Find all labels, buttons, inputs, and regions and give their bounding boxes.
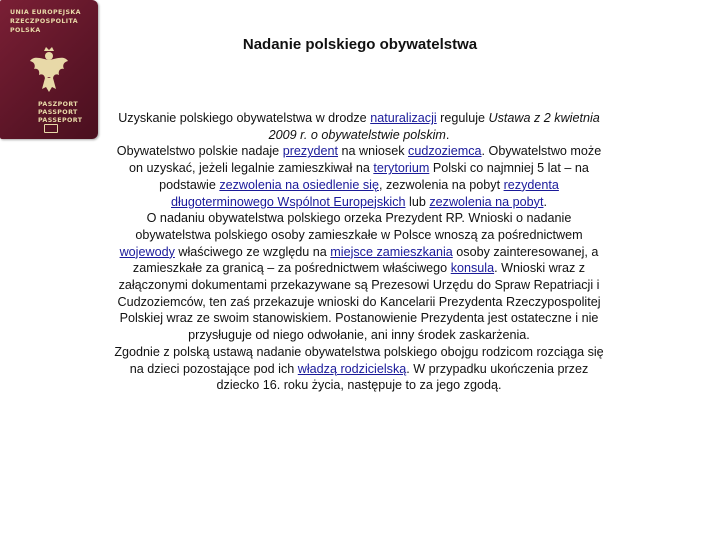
paragraph-procedure: O nadaniu obywatelstwa polskiego orzeka Prezydent RP. Wnioski o nadanie obywatelstwa polskiego osoby zamieszkałe w Polsce wnoszą za pośrednictwem wojewody właściwego ze względu na miejsce zamieszkania osoby zainteresowanej, a zamieszkałe za granicą – za pośrednictwem właściwego konsula. Wnioski wraz z załączonymi dokumentami przekazywane są Prezesowi Urzędu do Spraw Repatriacji i Cudzoziemców, ten zaś przekazuje wnioski do Kancelarii Prezydenta Rzeczypospolitej Polskiej wraz ze swoim stanowiskiem. Postanowienie Prezydenta jest ostateczne i nie przysługuje od niego odwołanie, ani inny środek zaskarżenia. [117,211,601,343]
passport-label-fr: PASSEPORT [38,117,83,124]
biometric-chip-icon [44,124,58,133]
link-zezwolenie-osiedlenie[interactable]: zezwolenia na osiedlenie się [219,177,379,192]
passport-line-rp: RZECZPOSPOLITA [10,18,79,25]
page-title: Nadanie polskiego obywatelstwa [242,36,478,53]
link-zezwolenie-pobyt[interactable]: zezwolenia na pobyt [429,194,544,209]
law-title: Ustawa z 2 kwietnia 2009 r. o obywatelstwie polskim [268,111,600,142]
link-rezydent-dlugoterminowy[interactable]: rezydenta długoterminowego Wspólnot Europejskich [171,177,559,209]
passport-image [0,0,98,139]
article-body [114,110,604,394]
link-konsul[interactable]: konsula [450,261,495,276]
passport-line-polska: POLSKA [10,27,41,34]
paragraph-children: Zgodnie z polską ustawą nadanie obywatelstwa polskiego obojgu rodzicom rozciąga się na dzieci pozostające pod ich władzą rodzicielską. W przypadku ukończenia przez dziecko 16. roku życia, następuje to za jego zgodą. [114,344,604,393]
link-wojewoda[interactable]: wojewody [119,244,175,259]
link-naturalizacja[interactable]: naturalizacji [370,111,437,125]
link-terytorium[interactable]: terytorium [373,161,430,176]
link-prezydent[interactable]: prezydent [282,144,339,159]
paragraph-requirements: Obywatelstwo polskie nadaje prezydent na wniosek cudzoziemca. Obywatelstwo może on uzyskać, jeżeli legalnie zamieszkiwał na terytorium Polski co najmniej 5 lat – na podstawie zezwolenia na osiedlenie się, zezwolenia na pobyt rezydenta długoterminowego Wspólnot Europejskich lub zezwolenia na pobyt. [116,144,602,209]
passport-label-en: PASSPORT [38,109,78,116]
link-wladza-rodzicielska[interactable]: władzą rodzicielską [297,361,407,376]
passport-label-pl: PASZPORT [38,101,79,108]
link-miejsce-zamieszkania[interactable]: miejsce zamieszkania [330,244,453,259]
link-cudzoziemiec[interactable]: cudzoziemca [408,144,482,159]
paragraph-naturalization: Uzyskanie polskiego obywatelstwa w drodze naturalizacji reguluje Ustawa z 2 kwietnia 2009 r. o obywatelstwie polskim. [118,111,600,142]
passport-line-eu: UNIA EUROPEJSKA [10,9,81,16]
